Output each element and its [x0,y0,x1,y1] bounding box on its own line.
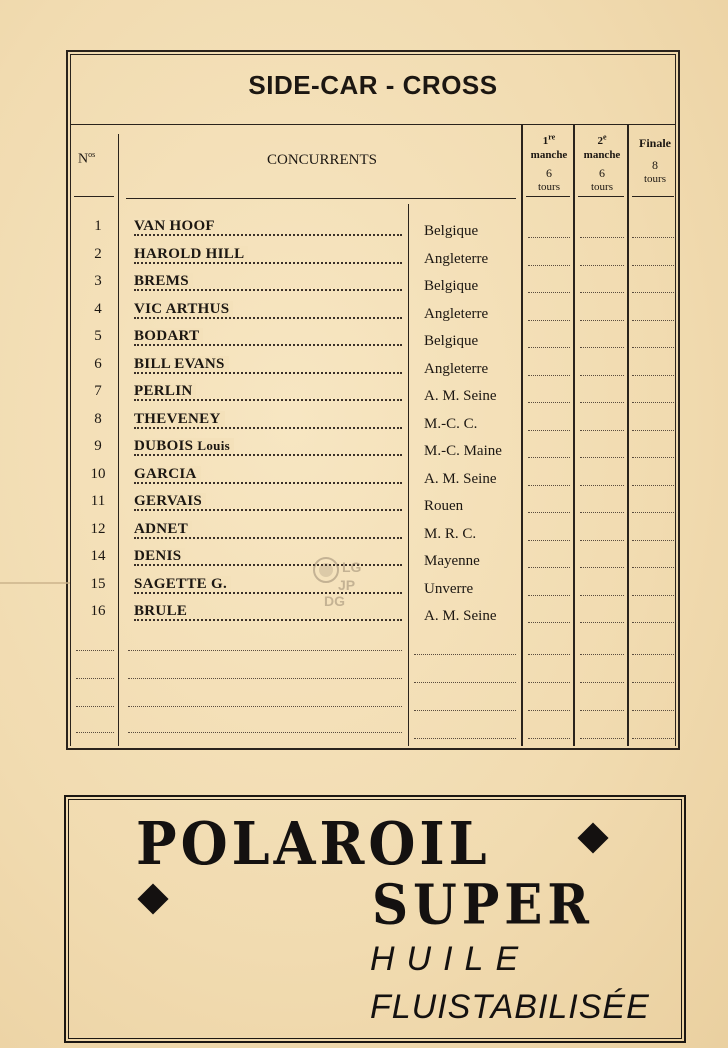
header-underline-m1 [526,196,570,197]
result-cell-m2 [580,484,624,486]
table-row [70,214,676,242]
empty-line [528,737,570,739]
result-cell-finale [632,456,674,458]
row-number: 6 [94,355,102,372]
m1-unit: tours [538,180,560,193]
header-manche-1 [524,130,574,194]
competitor-club: Belgique [424,278,479,294]
competitor-name [134,493,402,513]
competitor-name-text: PERLIN [134,383,196,399]
result-cell-m1 [528,429,570,431]
collector-stamp-icon [308,550,368,610]
header-finale [630,130,680,186]
competitor-name-text: DENIS [134,548,185,564]
result-cell-m2 [580,539,624,541]
m1-ordinal: 1 [542,134,549,147]
competitor-name [134,411,402,431]
table-row [70,434,676,462]
competitor-name-text: GERVAIS [134,493,206,509]
empty-line [528,681,570,683]
table-row [70,599,676,627]
ad-tagline-1: HUILE [370,940,531,978]
row-number: 4 [94,300,102,317]
result-cell-m1 [528,236,570,238]
header-underline-nos [74,196,114,197]
result-cell-m1 [528,621,570,623]
competitor-name-text: VIC ARTHUS [134,301,233,317]
competitor-club: Belgique [424,333,479,349]
empty-line [580,709,624,711]
row-number: 8 [94,410,102,427]
result-cell-m2 [580,511,624,513]
header-concurrents: CONCURRENTS [266,152,378,168]
header-underline-m2 [578,196,624,197]
competitor-club: Rouen [424,498,464,514]
empty-line [76,731,114,733]
empty-line [580,737,624,739]
result-cell-m2 [580,319,624,321]
empty-line [128,705,402,707]
result-cell-finale [632,429,674,431]
competitor-club: Belgique [424,223,479,239]
competitor-club: Unverre [424,580,474,597]
ad-brand-name: POLAROIL [136,808,491,879]
result-cell-m2 [580,594,624,596]
competitor-club: A. M. Seine [424,388,497,404]
competitor-name-text: BREMS [134,273,193,289]
competitor-name-text [134,438,234,454]
result-cell-m1 [528,291,570,293]
finale-label: Finale [639,136,671,150]
header-numbers [78,150,95,168]
result-cell-m2 [580,429,624,431]
paper-fold-mark [0,582,70,584]
result-cell-finale [632,374,674,376]
ad-brand-subname: SUPER [372,872,594,937]
header-nos-sup: os [88,150,96,159]
competitor-name [134,356,402,376]
table-row [70,572,676,600]
empty-line [76,677,114,679]
table-row [70,352,676,380]
competitor-name-text: BRULE [134,603,191,619]
result-cell-finale [632,291,674,293]
competitor-name-text: VAN HOOF [134,218,219,234]
empty-line [528,653,570,655]
table-row [70,379,676,407]
table-row [70,544,676,572]
empty-line [414,737,516,739]
competitor-name [134,466,402,486]
competitor-name [134,273,402,293]
m2-laps: 6 [599,165,605,180]
row-number: 7 [94,383,102,399]
result-cell-m1 [528,456,570,458]
result-cell-m2 [580,264,624,266]
result-cell-m2 [580,401,624,403]
m2-unit: tours [591,180,613,193]
header-nos-text: N [78,151,89,167]
empty-line [580,653,624,655]
stamp-line1: LG [342,559,362,575]
title-divider [70,124,676,125]
result-cell-finale [632,236,674,238]
ad-tagline-2: FLUISTABILISÉE [370,988,650,1026]
result-cell-m1 [528,374,570,376]
result-cell-finale [632,401,674,403]
row-number: 10 [90,465,106,482]
empty-line [632,709,674,711]
result-cell-finale [632,484,674,486]
competitor-name [134,383,402,403]
row-number: 2 [94,245,102,262]
competitor-club: Angleterre [424,305,489,322]
table-row [70,297,676,325]
row-number: 3 [94,273,102,289]
competitor-club: M.-C. C. [424,415,478,432]
result-cell-finale [632,621,674,623]
competitor-surname: DUBOIS [134,438,194,454]
result-cell-m1 [528,401,570,403]
row-number: 1 [94,218,102,234]
competitor-club: A. M. Seine [424,608,497,624]
empty-line [76,705,114,707]
table-row [70,407,676,435]
row-number: 9 [94,438,102,454]
empty-line [414,681,516,683]
competitor-club: Mayenne [424,553,480,569]
empty-line [580,681,624,683]
m1-label: manche [530,148,568,161]
competitor-name-text: BILL EVANS [134,356,229,372]
competitor-name-text: THEVENEY [134,411,225,427]
competitor-club: M.-C. Maine [424,443,502,459]
empty-line [128,731,402,733]
result-cell-m2 [580,346,624,348]
result-cell-m1 [528,319,570,321]
competitor-name [134,301,402,321]
result-cell-m2 [580,374,624,376]
header-underline-finale [632,196,674,197]
result-cell-m1 [528,511,570,513]
row-number: 12 [90,520,106,537]
m2-sup: e [602,132,607,141]
empty-line [528,709,570,711]
stamp-line3: DG [324,593,345,609]
competitor-club: Angleterre [424,250,489,267]
table-row [70,324,676,352]
header-underline-concurrents [126,198,516,199]
competitor-name-text: BODART [134,328,203,344]
competitor-club: M. R. C. [424,525,477,542]
competitor-name [134,218,402,238]
empty-line [632,681,674,683]
result-cell-finale [632,539,674,541]
row-number: 11 [90,493,106,509]
empty-line [632,653,674,655]
empty-line [128,677,402,679]
result-cell-m1 [528,484,570,486]
table-row [70,517,676,545]
empty-line [128,649,402,651]
result-cell-finale [632,594,674,596]
empty-line [76,649,114,651]
competitor-name [134,521,402,541]
table-row [70,242,676,270]
competitor-name [134,438,402,458]
result-cell-m2 [580,621,624,623]
competitor-name [134,246,402,266]
result-cell-m1 [528,264,570,266]
row-number: 15 [90,575,106,592]
result-cell-m1 [528,594,570,596]
result-cell-finale [632,346,674,348]
empty-line [414,653,516,655]
m1-sup: re [548,132,556,141]
table-row [70,269,676,297]
result-cell-m2 [580,566,624,568]
result-cell-finale [632,264,674,266]
result-cell-m1 [528,346,570,348]
row-number: 14 [90,548,106,564]
empty-line [632,737,674,739]
m1-laps: 6 [546,165,552,180]
finale-unit: tours [644,173,666,185]
stamp-line2: JP [338,577,356,593]
result-cell-m2 [580,291,624,293]
result-cell-m2 [580,456,624,458]
competitor-club: A. M. Seine [424,470,497,487]
result-cell-finale [632,319,674,321]
competitor-name-text: SAGETTE G. [134,576,231,592]
competitor-name-text: HAROLD HILL [134,246,248,262]
competitor-name-text: GARCIA [134,466,201,482]
competitor-club: Angleterre [424,360,489,377]
m2-ordinal: 2 [597,134,603,147]
finale-laps: 8 [652,158,658,172]
result-cell-m2 [580,236,624,238]
page-title: SIDE-CAR - CROSS [248,70,498,100]
competitor-firstname: Louis [197,438,230,453]
table-row [70,489,676,517]
row-number: 16 [90,603,106,619]
row-number: 5 [94,328,102,344]
empty-line [414,709,516,711]
result-cell-finale [632,566,674,568]
competitor-name [134,328,402,348]
m2-label: manche [583,148,621,161]
result-cell-finale [632,511,674,513]
competitor-name-text: ADNET [134,521,192,537]
header-manche-2 [576,130,628,194]
result-cell-m1 [528,566,570,568]
result-cell-m1 [528,539,570,541]
table-row [70,462,676,490]
